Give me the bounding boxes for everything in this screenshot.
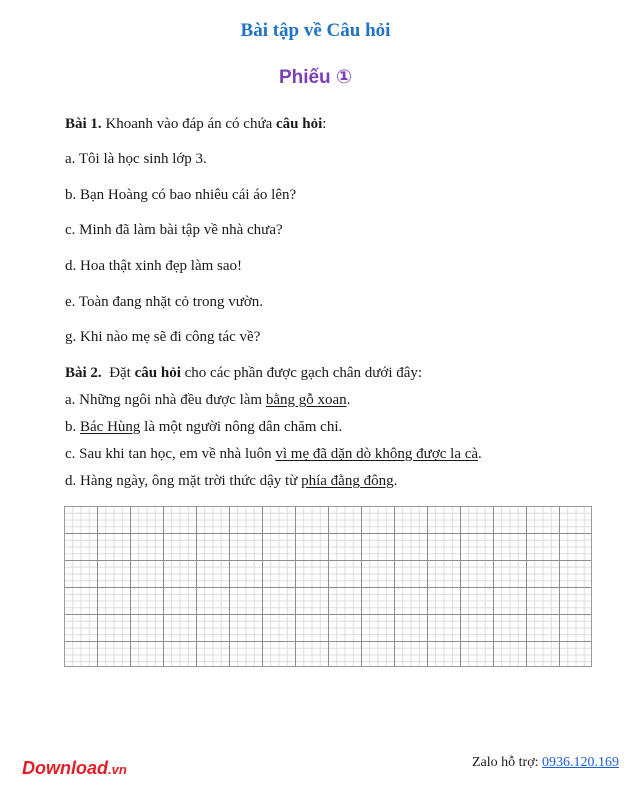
exercise-1-option-g: g. Khi nào mẹ sẽ đi công tác về? xyxy=(65,329,261,345)
exercise-2-item-a xyxy=(65,392,350,409)
exercise-1-keyword: câu hỏi xyxy=(276,116,323,132)
support-phone-link[interactable]: 0936.120.169 xyxy=(542,755,619,770)
exercise-2-instruction-pre: Đặt xyxy=(101,365,135,381)
exercise-1-option-a: a. Tôi là học sinh lớp 3. xyxy=(65,151,207,167)
item-underlined: phía đằng đông xyxy=(301,473,394,489)
exercise-2-instruction-post: cho các phần được gạch chân dưới đây: xyxy=(180,365,423,381)
item-text: c. Sau khi tan học, em về nhà luôn xyxy=(65,446,276,462)
exercise-2-label: Bài 2. xyxy=(65,365,102,381)
item-end: . xyxy=(478,446,482,462)
exercise-1-option-d: d. Hoa thật xinh đẹp làm sao! xyxy=(65,258,243,274)
item-end: . xyxy=(393,473,398,489)
writing-grid xyxy=(64,506,592,667)
logo-main: Download xyxy=(22,758,108,778)
item-end: . xyxy=(346,392,351,408)
exercise-1-option-e: e. Toàn đang nhặt cỏ trong vườn. xyxy=(65,294,264,310)
download-logo[interactable] xyxy=(22,758,127,779)
exercise-1-option-c: c. Minh đã làm bài tập về nhà chưa? xyxy=(65,222,283,238)
support-label: Zalo hỗ trợ: xyxy=(472,755,542,770)
exercise-1-instruction-post: : xyxy=(322,116,327,132)
zalo-support xyxy=(472,755,619,771)
exercise-2-keyword: câu hỏi xyxy=(134,365,181,381)
sheet-label: Phiếu ① xyxy=(278,67,353,88)
item-text: a. Những ngôi nhà đều được làm xyxy=(65,392,266,408)
page-title: Bài tập về Câu hỏi xyxy=(240,20,391,41)
exercise-1-instruction xyxy=(65,116,326,133)
exercise-1-option-b: b. Bạn Hoàng có bao nhiêu cái áo lên? xyxy=(65,187,297,203)
exercise-2-item-d xyxy=(65,473,397,490)
exercise-2-item-b xyxy=(65,419,342,436)
item-underlined: bằng gỗ xoan xyxy=(265,392,347,408)
item-end: là một người nông dân chăm chỉ. xyxy=(140,419,343,435)
item-underlined: Bác Hùng xyxy=(80,419,141,435)
logo-suffix: .vn xyxy=(108,762,127,777)
item-underlined: vì mẹ đã dặn dò không được la cà xyxy=(275,446,479,462)
exercise-1-label: Bài 1. xyxy=(65,116,102,132)
item-text: d. Hàng ngày, ông mặt trời thức dậy từ xyxy=(65,473,302,489)
exercise-2-item-c xyxy=(65,446,482,463)
exercise-2-instruction xyxy=(65,365,422,382)
exercise-1-instruction-pre: Khoanh vào đáp án có chứa xyxy=(101,116,277,132)
item-text: b. xyxy=(65,419,80,435)
